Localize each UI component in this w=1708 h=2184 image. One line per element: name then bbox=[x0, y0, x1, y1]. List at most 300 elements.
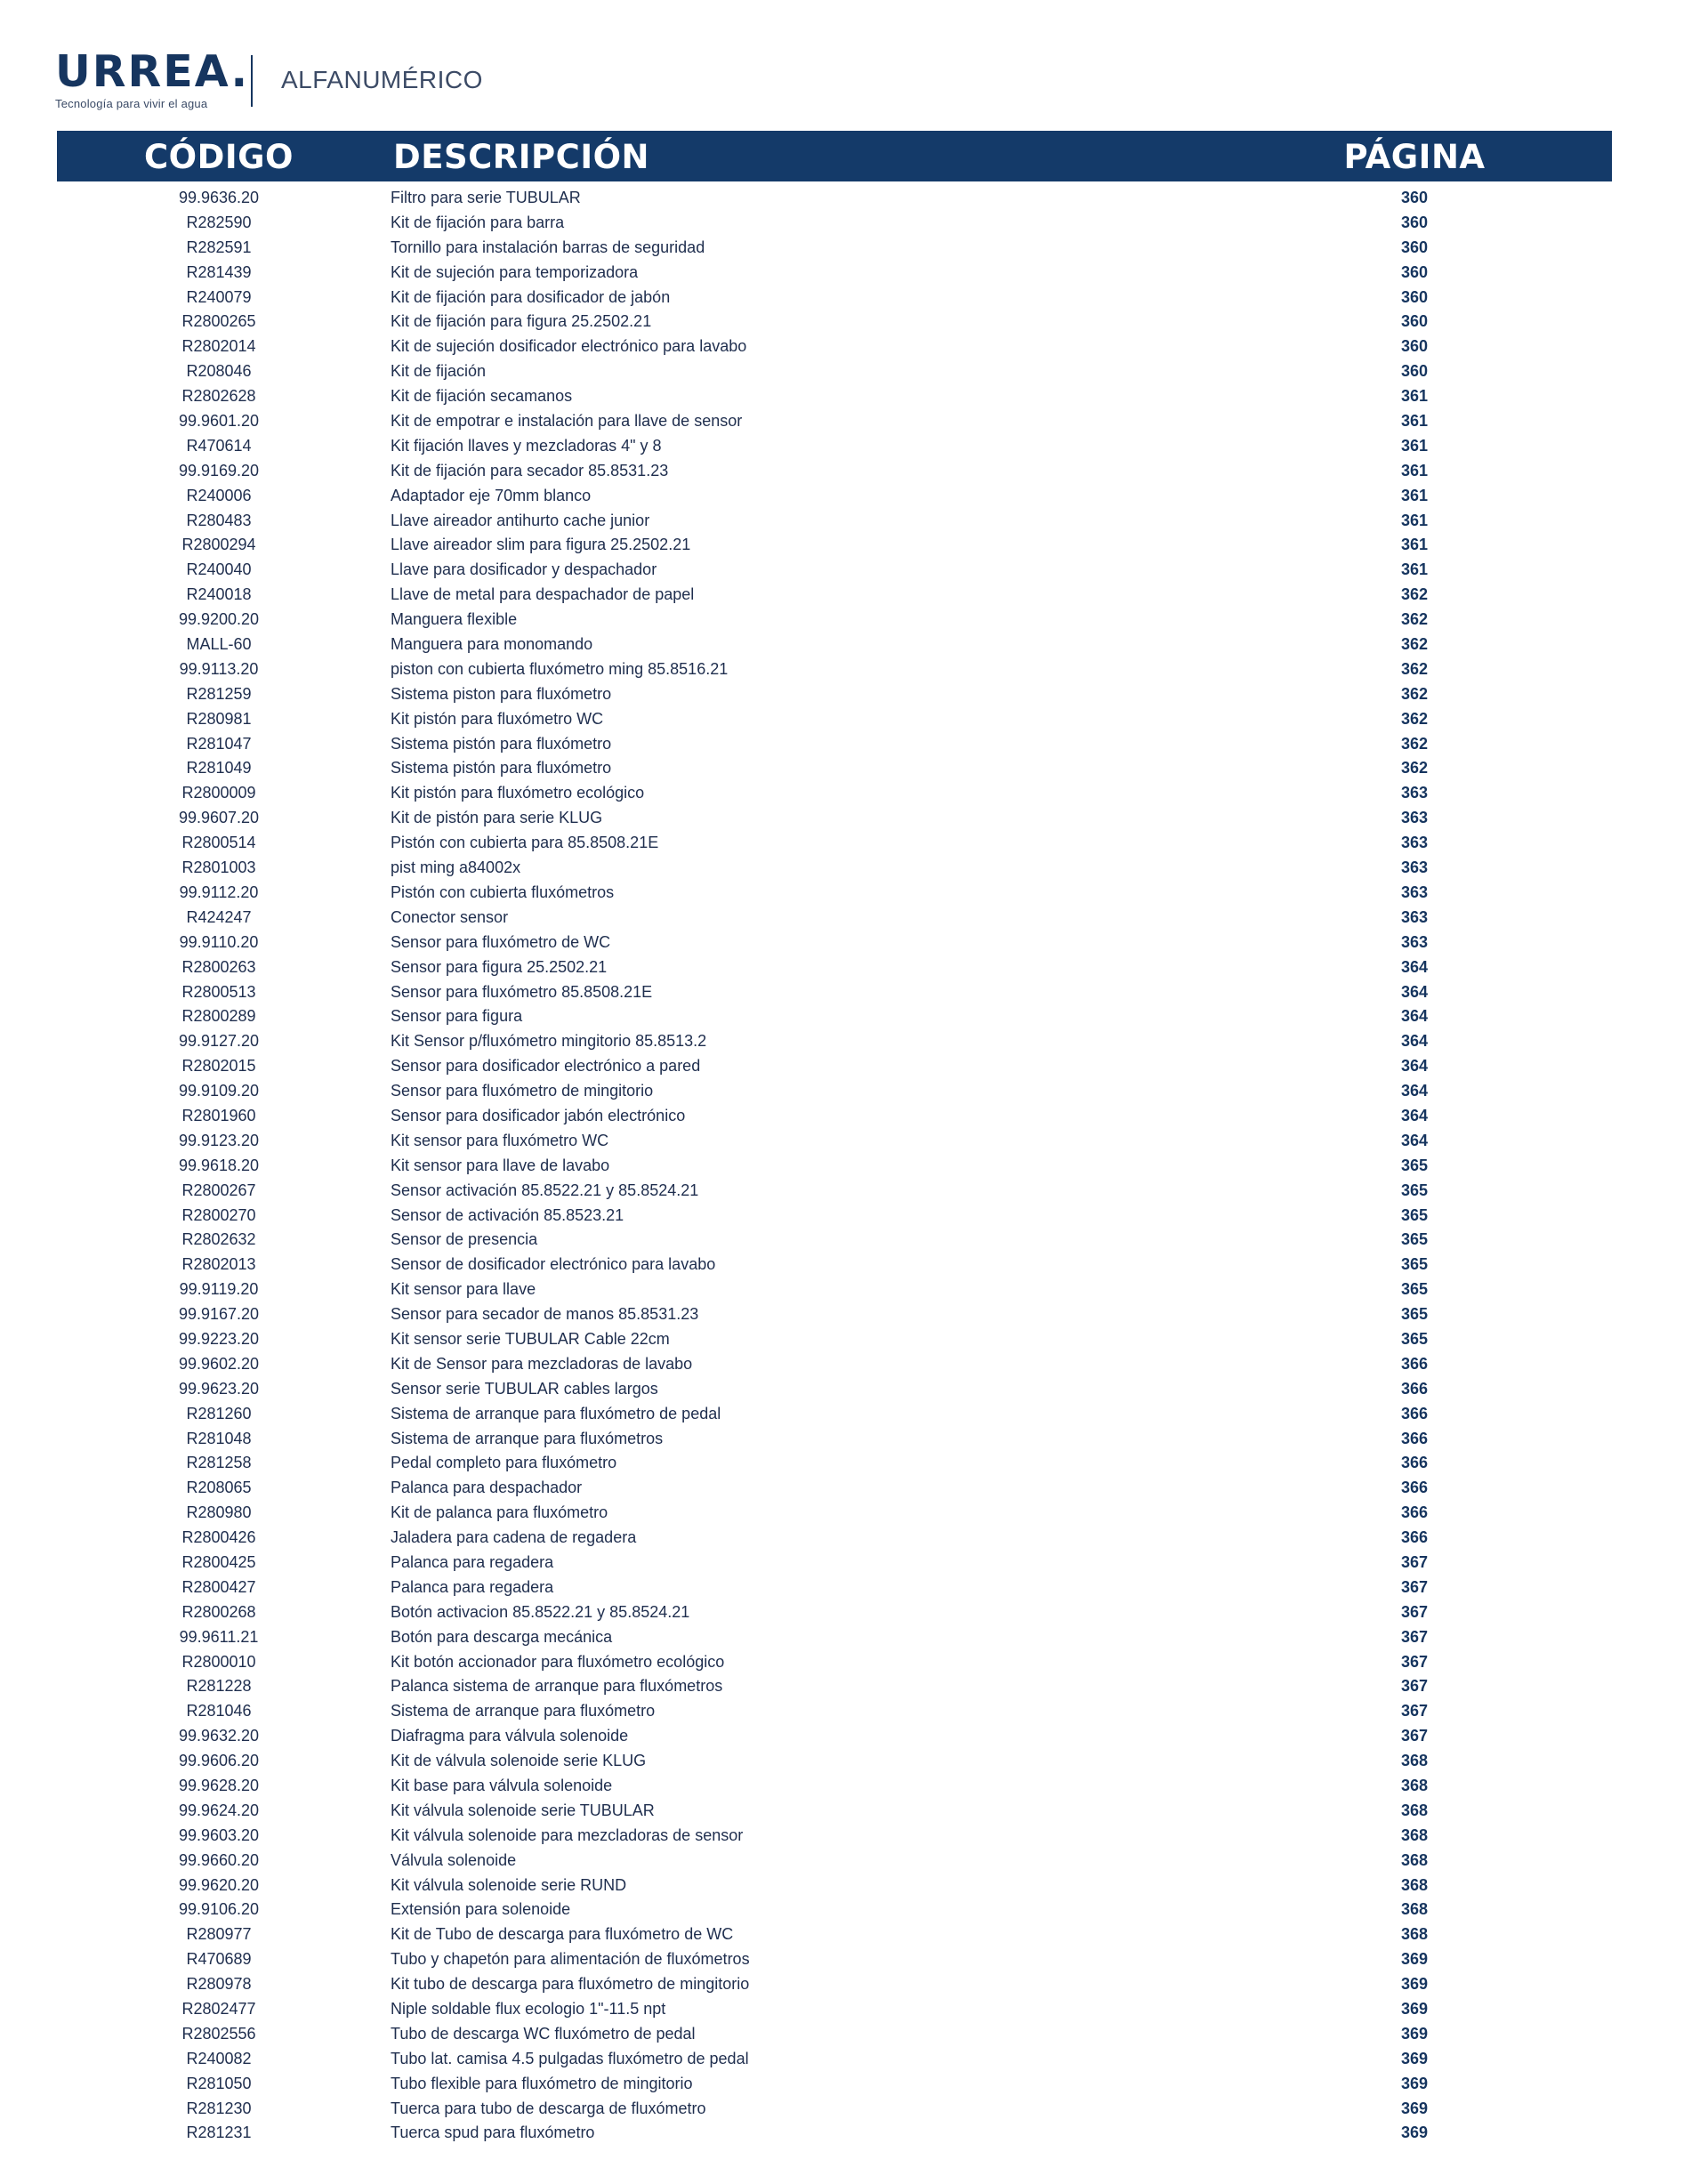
table-row bbox=[57, 261, 1612, 286]
row-code: R281048 bbox=[186, 1429, 252, 1447]
row-code: R240040 bbox=[186, 560, 252, 579]
row-page: 362 bbox=[1400, 759, 1429, 778]
table-row bbox=[57, 509, 1612, 534]
row-description: Filtro para serie TUBULAR bbox=[391, 189, 581, 206]
row-description: Kit de fijación secamanos bbox=[391, 387, 573, 406]
row-description: Kit Sensor p/fluxómetro mingitorio 85.8513.2 bbox=[391, 1032, 707, 1051]
row-page: 367 bbox=[1400, 1602, 1429, 1621]
row-code: 99.9660.20 bbox=[178, 1850, 260, 1869]
row-description: Llave de metal para despachador de papel bbox=[391, 585, 695, 604]
row-description: Kit de fijación para figura 25.2502.21 bbox=[391, 312, 652, 331]
row-page: 360 bbox=[1400, 213, 1429, 231]
brand-name: URREA. bbox=[55, 46, 250, 97]
table-row bbox=[57, 1650, 1612, 1675]
table-row bbox=[57, 2121, 1612, 2146]
table-row bbox=[57, 781, 1612, 806]
row-code: 99.9167.20 bbox=[178, 1305, 260, 1324]
table-row bbox=[57, 1749, 1612, 1774]
table-row bbox=[57, 881, 1612, 906]
row-page: 369 bbox=[1400, 2124, 1429, 2142]
row-page: 361 bbox=[1400, 461, 1429, 480]
row-code: R2802477 bbox=[181, 2000, 256, 2019]
row-code: R2800265 bbox=[181, 312, 256, 331]
row-description: Tuerca spud para fluxómetro bbox=[391, 2124, 595, 2142]
row-page: 361 bbox=[1400, 436, 1429, 455]
row-page: 364 bbox=[1400, 957, 1429, 976]
row-code: R281259 bbox=[186, 684, 252, 703]
row-page: 363 bbox=[1400, 809, 1429, 827]
row-page: 366 bbox=[1400, 1454, 1429, 1472]
row-page: 369 bbox=[1400, 2099, 1429, 2117]
row-code: R2800427 bbox=[181, 1577, 256, 1596]
table-row bbox=[57, 1377, 1612, 1402]
row-page: 360 bbox=[1400, 337, 1429, 356]
row-page: 366 bbox=[1400, 1404, 1429, 1422]
row-code: 99.9112.20 bbox=[179, 882, 259, 901]
row-code: R2802556 bbox=[181, 2024, 256, 2043]
row-code: 99.9110.20 bbox=[179, 932, 259, 951]
row-description: Sensor para figura 25.2502.21 bbox=[391, 957, 608, 976]
row-code: R2800294 bbox=[181, 536, 256, 554]
row-code: R281050 bbox=[186, 2074, 252, 2092]
row-code: 99.9106.20 bbox=[178, 1900, 260, 1919]
table-row bbox=[57, 955, 1612, 980]
table-row bbox=[57, 608, 1612, 633]
row-code: R2800009 bbox=[181, 784, 256, 802]
table-row bbox=[57, 1874, 1612, 1898]
table-body bbox=[57, 186, 1612, 2146]
table-row bbox=[57, 286, 1612, 310]
row-page: 369 bbox=[1400, 2024, 1429, 2043]
row-description: Kit de sujeción para temporizadora bbox=[391, 262, 639, 281]
table-row bbox=[57, 1476, 1612, 1501]
row-code: 99.9611.21 bbox=[179, 1627, 259, 1646]
row-page: 367 bbox=[1400, 1552, 1429, 1571]
row-description: Kit base para válvula solenoide bbox=[391, 1777, 613, 1794]
row-page: 363 bbox=[1400, 907, 1429, 926]
row-code: 99.9169.20 bbox=[178, 461, 260, 480]
table-row bbox=[57, 459, 1612, 484]
table-row bbox=[57, 1277, 1612, 1302]
row-code: 99.9113.20 bbox=[179, 659, 259, 678]
row-description: Kit sensor para llave bbox=[391, 1280, 536, 1299]
row-code: R281047 bbox=[186, 734, 252, 753]
row-description: Sensor serie TUBULAR cables largos bbox=[391, 1379, 658, 1398]
row-code: R2802628 bbox=[181, 387, 256, 406]
row-description: Niple soldable flux ecologio 1"-11.5 npt bbox=[391, 2000, 666, 2019]
row-code: 99.9603.20 bbox=[178, 1825, 260, 1844]
row-code: R281046 bbox=[186, 1702, 252, 1721]
table-row bbox=[57, 211, 1612, 236]
row-description: Kit pistón para fluxómetro WC bbox=[391, 709, 604, 728]
row-code: 99.9620.20 bbox=[178, 1875, 260, 1894]
table-row bbox=[57, 1724, 1612, 1749]
table-row bbox=[57, 1228, 1612, 1253]
row-description: Kit de fijación para dosificador de jabón bbox=[391, 287, 671, 306]
row-code: R281049 bbox=[186, 759, 252, 778]
table-row bbox=[57, 1824, 1612, 1849]
row-code: R280977 bbox=[186, 1925, 252, 1944]
row-code: R2802632 bbox=[181, 1230, 256, 1249]
table-row bbox=[57, 1402, 1612, 1427]
row-page: 360 bbox=[1400, 362, 1429, 381]
table-row bbox=[57, 1774, 1612, 1799]
row-description: Kit fijación llaves y mezcladoras 4" y 8 bbox=[391, 436, 662, 455]
row-page: 364 bbox=[1400, 1032, 1429, 1051]
table-row bbox=[57, 1799, 1612, 1824]
row-code: R280981 bbox=[186, 709, 252, 728]
row-page: 363 bbox=[1400, 858, 1429, 877]
table-row bbox=[57, 1451, 1612, 1476]
row-description: Kit de palanca para fluxómetro bbox=[391, 1503, 608, 1522]
row-description: Kit de fijación para barra bbox=[391, 213, 565, 231]
table-row bbox=[57, 1327, 1612, 1352]
row-description: Extensión para solenoide bbox=[391, 1900, 571, 1919]
row-page: 367 bbox=[1400, 1677, 1429, 1696]
row-code: 99.9628.20 bbox=[178, 1777, 260, 1794]
table-row bbox=[57, 384, 1612, 409]
table-row bbox=[57, 1526, 1612, 1551]
row-code: R280980 bbox=[186, 1503, 252, 1522]
table-row bbox=[57, 1154, 1612, 1179]
row-page: 367 bbox=[1400, 1652, 1429, 1671]
row-code: R2801003 bbox=[181, 858, 256, 877]
row-page: 366 bbox=[1400, 1354, 1429, 1373]
row-code: R208046 bbox=[186, 362, 252, 381]
row-page: 365 bbox=[1400, 1305, 1429, 1324]
table-row bbox=[57, 1129, 1612, 1154]
row-page: 367 bbox=[1400, 1727, 1429, 1745]
row-description: Sensor para dosificador electrónico a pared bbox=[391, 1057, 701, 1076]
row-description: Sensor para fluxómetro 85.8508.21E bbox=[391, 982, 653, 1001]
table-row bbox=[57, 310, 1612, 334]
row-code: 99.9127.20 bbox=[178, 1032, 260, 1051]
row-code: 99.9123.20 bbox=[178, 1131, 260, 1149]
row-page: 362 bbox=[1400, 659, 1429, 678]
row-code: R424247 bbox=[186, 907, 252, 926]
row-description: Pistón con cubierta fluxómetros bbox=[391, 882, 615, 901]
table-row bbox=[57, 1600, 1612, 1625]
row-page: 367 bbox=[1400, 1627, 1429, 1646]
table-row bbox=[57, 931, 1612, 955]
row-page: 362 bbox=[1400, 684, 1429, 703]
row-code: 99.9618.20 bbox=[178, 1156, 260, 1174]
row-description: Sistema de arranque para fluxómetro de pedal bbox=[391, 1404, 721, 1422]
table-row bbox=[57, 1551, 1612, 1576]
row-code: R470689 bbox=[186, 1950, 252, 1969]
row-page: 364 bbox=[1400, 1007, 1429, 1026]
table-row bbox=[57, 1427, 1612, 1452]
table-row bbox=[57, 806, 1612, 831]
row-description: Sensor de dosificador electrónico para lavabo bbox=[391, 1255, 716, 1274]
table-row bbox=[57, 1079, 1612, 1104]
row-description: Sistema pistón para fluxómetro bbox=[391, 734, 612, 753]
column-header-code: CÓDIGO bbox=[144, 138, 294, 176]
row-page: 361 bbox=[1400, 412, 1429, 431]
page-header bbox=[55, 46, 767, 117]
table-row bbox=[57, 236, 1612, 261]
row-page: 365 bbox=[1400, 1181, 1429, 1199]
row-description: Kit sensor para llave de lavabo bbox=[391, 1156, 610, 1174]
table-row bbox=[57, 707, 1612, 732]
row-description: pist ming a84002x bbox=[391, 858, 521, 877]
row-page: 366 bbox=[1400, 1379, 1429, 1398]
row-description: Kit de fijación bbox=[391, 362, 487, 381]
row-page: 368 bbox=[1400, 1825, 1429, 1844]
row-description: Kit válvula solenoide serie TUBULAR bbox=[391, 1801, 655, 1819]
table-row bbox=[57, 484, 1612, 509]
row-code: R2800289 bbox=[181, 1007, 256, 1026]
row-page: 368 bbox=[1400, 1777, 1429, 1794]
table-row bbox=[57, 1054, 1612, 1079]
row-page: 366 bbox=[1400, 1528, 1429, 1547]
row-code: R281439 bbox=[186, 262, 252, 281]
row-page: 368 bbox=[1400, 1801, 1429, 1819]
row-description: Kit de sujeción dosificador electrónico para lavabo bbox=[391, 337, 747, 356]
row-code: 99.9109.20 bbox=[178, 1082, 260, 1100]
table-row bbox=[57, 831, 1612, 856]
row-description: Diafragma para válvula solenoide bbox=[391, 1727, 629, 1745]
row-code: MALL-60 bbox=[186, 635, 252, 654]
table-row bbox=[57, 657, 1612, 682]
table-row bbox=[57, 2022, 1612, 2047]
table-row bbox=[57, 856, 1612, 881]
table-row bbox=[57, 756, 1612, 781]
row-description: Sistema de arranque para fluxómetros bbox=[391, 1429, 664, 1447]
row-code: R2800426 bbox=[181, 1528, 256, 1547]
row-page: 361 bbox=[1400, 486, 1429, 504]
row-code: R282590 bbox=[186, 213, 252, 231]
row-description: Sensor de presencia bbox=[391, 1230, 538, 1249]
row-page: 364 bbox=[1400, 1082, 1429, 1100]
row-page: 364 bbox=[1400, 1106, 1429, 1124]
row-description: Sensor para secador de manos 85.8531.23 bbox=[391, 1305, 699, 1324]
row-description: Tubo flexible para fluxómetro de mingitorio bbox=[391, 2074, 693, 2092]
table-row bbox=[57, 1501, 1612, 1526]
row-page: 363 bbox=[1400, 932, 1429, 951]
row-description: Sensor de activación 85.8523.21 bbox=[391, 1205, 624, 1224]
row-description: Palanca para regadera bbox=[391, 1552, 554, 1571]
row-description: Tuerca para tubo de descarga de fluxómetro bbox=[391, 2099, 706, 2117]
row-code: R281230 bbox=[186, 2099, 252, 2117]
row-description: Sensor activación 85.8522.21 y 85.8524.21 bbox=[391, 1181, 699, 1199]
row-page: 362 bbox=[1400, 610, 1429, 629]
row-code: R2800270 bbox=[181, 1205, 256, 1224]
row-page: 361 bbox=[1400, 536, 1429, 554]
table-row bbox=[57, 682, 1612, 707]
table-row bbox=[57, 558, 1612, 583]
row-description: Llave aireador slim para figura 25.2502.21 bbox=[391, 536, 691, 554]
row-description: Manguera flexible bbox=[391, 610, 518, 629]
row-page: 360 bbox=[1400, 189, 1429, 206]
row-page: 365 bbox=[1400, 1205, 1429, 1224]
row-page: 360 bbox=[1400, 262, 1429, 281]
table-row bbox=[57, 1898, 1612, 1922]
row-description: Kit de empotrar e instalación para llave de sensor bbox=[391, 412, 743, 431]
row-page: 368 bbox=[1400, 1752, 1429, 1770]
row-description: Palanca para despachador bbox=[391, 1479, 583, 1497]
row-page: 364 bbox=[1400, 1131, 1429, 1149]
row-description: Llave para dosificador y despachador bbox=[391, 560, 657, 579]
row-page: 364 bbox=[1400, 1057, 1429, 1076]
row-page: 360 bbox=[1400, 238, 1429, 256]
table-row bbox=[57, 1576, 1612, 1600]
row-code: R208065 bbox=[186, 1479, 252, 1497]
row-page: 364 bbox=[1400, 982, 1429, 1001]
column-header-description: DESCRIPCIÓN bbox=[393, 138, 650, 176]
row-code: R2800514 bbox=[181, 834, 256, 852]
row-code: 99.9632.20 bbox=[178, 1727, 260, 1745]
table-row bbox=[57, 334, 1612, 359]
row-code: 99.9607.20 bbox=[178, 809, 260, 827]
row-description: piston con cubierta fluxómetro ming 85.8516.21 bbox=[391, 659, 729, 678]
row-description: Kit válvula solenoide para mezcladoras de sensor bbox=[391, 1825, 744, 1844]
table-row bbox=[57, 1674, 1612, 1699]
column-header-page: PÁGINA bbox=[1343, 138, 1486, 176]
row-code: R240006 bbox=[186, 486, 252, 504]
table-row bbox=[57, 1972, 1612, 1997]
row-code: 99.9606.20 bbox=[178, 1752, 260, 1770]
row-description: Tubo lat. camisa 4.5 pulgadas fluxómetro de pedal bbox=[391, 2049, 749, 2067]
table-row bbox=[57, 409, 1612, 434]
row-page: 367 bbox=[1400, 1577, 1429, 1596]
row-description: Tubo y chapetón para alimentación de fluxómetros bbox=[391, 1950, 750, 1969]
header-divider bbox=[251, 55, 253, 107]
row-description: Tubo de descarga WC fluxómetro de pedal bbox=[391, 2024, 696, 2043]
row-code: R240082 bbox=[186, 2049, 252, 2067]
table-row bbox=[57, 1004, 1612, 1029]
row-code: 99.9601.20 bbox=[178, 412, 260, 431]
row-page: 367 bbox=[1400, 1702, 1429, 1721]
row-description: Botón activacion 85.8522.21 y 85.8524.21 bbox=[391, 1602, 690, 1621]
row-description: Válvula solenoide bbox=[391, 1850, 517, 1869]
row-description: Sensor para dosificador jabón electrónico bbox=[391, 1106, 686, 1124]
row-description: Kit de pistón para serie KLUG bbox=[391, 809, 603, 827]
table-row bbox=[57, 1302, 1612, 1327]
row-page: 362 bbox=[1400, 734, 1429, 753]
row-code: R281228 bbox=[186, 1677, 252, 1696]
table-row bbox=[57, 1947, 1612, 1972]
row-page: 363 bbox=[1400, 784, 1429, 802]
row-code: R2800267 bbox=[181, 1181, 256, 1199]
row-page: 365 bbox=[1400, 1156, 1429, 1174]
table-row bbox=[57, 1029, 1612, 1054]
row-code: R281231 bbox=[186, 2124, 252, 2142]
row-code: 99.9119.20 bbox=[179, 1280, 259, 1299]
table-row bbox=[57, 980, 1612, 1005]
row-code: R2802014 bbox=[181, 337, 256, 356]
row-description: Palanca sistema de arranque para fluxómetros bbox=[391, 1677, 723, 1696]
row-code: 99.9624.20 bbox=[178, 1801, 260, 1819]
row-code: 99.9223.20 bbox=[178, 1329, 260, 1348]
table-row bbox=[57, 1922, 1612, 1947]
section-title: ALFANUMÉRICO bbox=[281, 66, 483, 93]
table-row bbox=[57, 2047, 1612, 2072]
row-page: 369 bbox=[1400, 1975, 1429, 1994]
table-row bbox=[57, 186, 1612, 211]
table-row bbox=[57, 2097, 1612, 2122]
row-description: Kit botón accionador para fluxómetro ecológico bbox=[391, 1652, 725, 1671]
row-description: Tornillo para instalación barras de seguridad bbox=[391, 238, 705, 256]
row-code: R280978 bbox=[186, 1975, 252, 1994]
table-row bbox=[57, 533, 1612, 558]
table-row bbox=[57, 906, 1612, 931]
row-description: Kit de fijación para secador 85.8531.23 bbox=[391, 461, 669, 480]
row-page: 365 bbox=[1400, 1280, 1429, 1299]
row-page: 368 bbox=[1400, 1925, 1429, 1944]
table-row bbox=[57, 1352, 1612, 1377]
row-page: 365 bbox=[1400, 1230, 1429, 1249]
table-header bbox=[57, 131, 1612, 181]
row-page: 363 bbox=[1400, 882, 1429, 901]
row-page: 366 bbox=[1400, 1503, 1429, 1522]
row-description: Kit de Sensor para mezcladoras de lavabo bbox=[391, 1354, 693, 1373]
row-page: 369 bbox=[1400, 2049, 1429, 2067]
table-row bbox=[57, 359, 1612, 384]
row-code: R2800263 bbox=[181, 957, 256, 976]
urrea-logo bbox=[55, 46, 250, 110]
row-description: Kit sensor para fluxómetro WC bbox=[391, 1131, 609, 1149]
row-code: R2800268 bbox=[181, 1602, 256, 1621]
row-page: 368 bbox=[1400, 1850, 1429, 1869]
row-description: Manguera para monomando bbox=[391, 635, 593, 654]
table-row bbox=[57, 732, 1612, 757]
row-page: 365 bbox=[1400, 1329, 1429, 1348]
row-code: R2800513 bbox=[181, 982, 256, 1001]
row-page: 362 bbox=[1400, 635, 1429, 654]
row-code: 99.9623.20 bbox=[178, 1379, 260, 1398]
row-description: Pedal completo para fluxómetro bbox=[391, 1454, 617, 1472]
row-description: Kit tubo de descarga para fluxómetro de mingitorio bbox=[391, 1975, 750, 1994]
row-description: Sensor para figura bbox=[391, 1007, 523, 1026]
row-page: 360 bbox=[1400, 287, 1429, 306]
row-code: R280483 bbox=[186, 511, 252, 529]
table-row bbox=[57, 1204, 1612, 1229]
row-code: R281258 bbox=[186, 1454, 252, 1472]
row-page: 361 bbox=[1400, 511, 1429, 529]
row-description: Sensor para fluxómetro de WC bbox=[391, 932, 611, 951]
table-row bbox=[57, 583, 1612, 608]
row-description: Conector sensor bbox=[391, 907, 509, 926]
row-page: 360 bbox=[1400, 312, 1429, 331]
row-description: Pistón con cubierta para 85.8508.21E bbox=[391, 834, 659, 852]
row-description: Sistema de arranque para fluxómetro bbox=[391, 1702, 656, 1721]
row-code: R240018 bbox=[186, 585, 252, 604]
row-page: 366 bbox=[1400, 1479, 1429, 1497]
table-row bbox=[57, 633, 1612, 657]
row-description: Kit sensor serie TUBULAR Cable 22cm bbox=[391, 1329, 670, 1348]
row-page: 361 bbox=[1400, 387, 1429, 406]
row-description: Adaptador eje 70mm blanco bbox=[391, 486, 592, 504]
brand-tagline: Tecnología para vivir el agua bbox=[55, 97, 208, 110]
row-page: 366 bbox=[1400, 1429, 1429, 1447]
row-description: Kit de Tubo de descarga para fluxómetro de WC bbox=[391, 1925, 734, 1944]
table-row bbox=[57, 434, 1612, 459]
row-description: Kit válvula solenoide serie RUND bbox=[391, 1875, 627, 1894]
row-description: Kit pistón para fluxómetro ecológico bbox=[391, 784, 645, 802]
row-code: R2801960 bbox=[181, 1106, 256, 1124]
row-description: Jaladera para cadena de regadera bbox=[391, 1528, 637, 1547]
row-page: 368 bbox=[1400, 1875, 1429, 1894]
row-code: R240079 bbox=[186, 287, 252, 306]
row-code: R2802015 bbox=[181, 1057, 256, 1076]
row-code: 99.9602.20 bbox=[178, 1354, 260, 1373]
table-row bbox=[57, 1253, 1612, 1277]
table-row bbox=[57, 1625, 1612, 1650]
row-description: Kit de válvula solenoide serie KLUG bbox=[391, 1752, 647, 1770]
row-page: 365 bbox=[1400, 1255, 1429, 1274]
row-code: 99.9200.20 bbox=[178, 610, 260, 629]
